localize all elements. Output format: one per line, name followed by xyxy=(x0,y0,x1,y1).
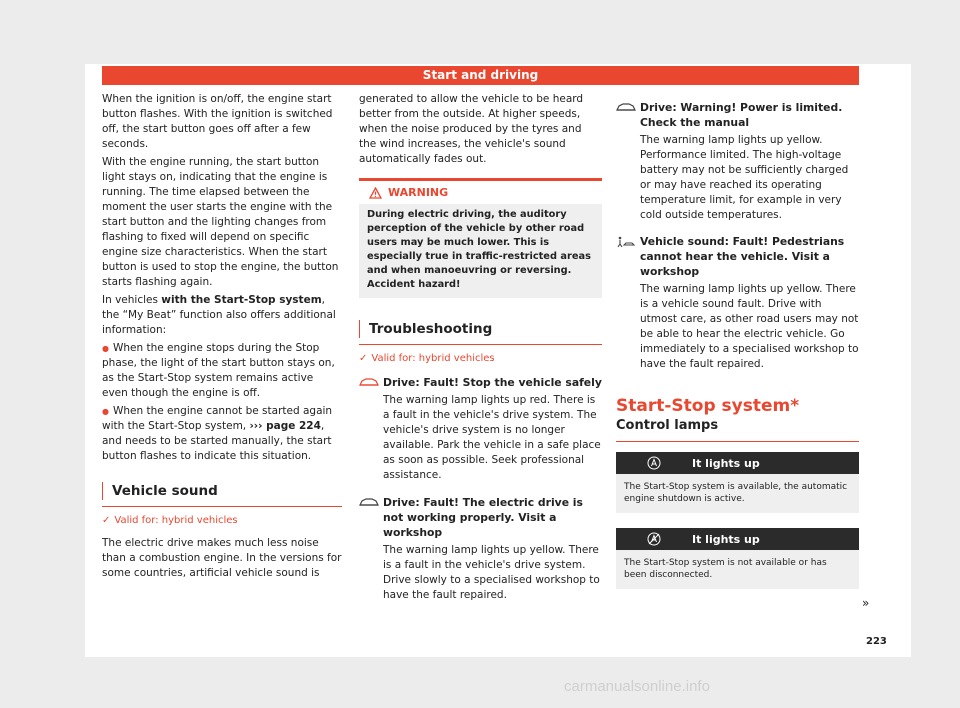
lamp-status: It lights up xyxy=(692,532,760,546)
section-title: Vehicle sound xyxy=(112,482,218,499)
validity-text: Valid for: hybrid vehicles xyxy=(114,515,238,526)
text: When the engine cannot be started again with the Start-Stop system, xyxy=(102,405,333,432)
lamp-table-header xyxy=(616,452,859,474)
car-warning-icon-yellow xyxy=(359,495,383,606)
lamp-description: The Start-Stop system is available, the automatic engine shutdown is active. xyxy=(616,474,859,513)
section-main-title: Start-Stop system* xyxy=(616,396,800,416)
bullet-item: ● When the engine stops during the Stop phase, the light of the start button stays on, as the Start-Stop system remains active even though the engine is off. xyxy=(102,341,342,401)
bold-text: with the Start-Stop system xyxy=(161,294,322,306)
start-stop-disabled-icon xyxy=(616,532,692,546)
paragraph: generated to allow the vehicle to be heard better from the outside. At higher speeds, when the noise produced by the tyres and the wind increases, the vehicle's sound automatically fades out. xyxy=(359,93,584,165)
validity-note xyxy=(359,351,602,366)
fault-text: The warning lamp lights up red. There is a fault in the vehicle's drive system. The vehicle's drive system is no longer available. Park the vehicle in a safe place as soon as possible. Seek professional assistance. xyxy=(383,394,601,481)
pedestrian-sound-icon xyxy=(616,234,640,375)
lamp-status: It lights up xyxy=(692,456,760,470)
paragraph: With the engine running, the start button light stays on, indicating that the engine is running. The time elapsed between the moment the user starts the engine with the start button and the lighting changes from flashing to fixed will depend on specific engine size characteristics. When the start button is used to stop the engine, the button starts flashing again. xyxy=(102,156,339,288)
car-power-limited-icon xyxy=(616,100,640,226)
paragraph: When the ignition is on/off, the engine start button flashes. With the ignition is switched off, the start button goes off after a few seconds. xyxy=(102,93,333,150)
fault-title: Drive: Warning! Power is limited. Check the manual xyxy=(640,101,843,129)
warning-box xyxy=(359,178,602,298)
text: In vehicles xyxy=(102,294,162,306)
fault-entry xyxy=(616,100,859,226)
section-heading xyxy=(359,320,602,345)
check-icon: ✓ xyxy=(102,515,111,526)
fault-text: The warning lamp lights up yellow. Performance limited. The high-voltage battery may not be sufficiently charged or may have reached its operating temperature limit, for example in very cold outside temperatures. xyxy=(640,134,849,221)
fault-title: Drive: Fault! The electric drive is not working properly. Visit a workshop xyxy=(383,496,583,539)
fault-title: Vehicle sound: Fault! Pedestrians cannot hear the vehicle. Visit a workshop xyxy=(640,235,845,278)
section-subtitle: Control lamps xyxy=(616,418,859,442)
text: , and needs to be started manually, the start button flashes to indicate this situation. xyxy=(102,420,332,462)
bullet-item xyxy=(102,404,342,464)
car-warning-icon-red xyxy=(359,375,383,486)
lamp-table-header xyxy=(616,528,859,550)
section-bar xyxy=(102,482,103,500)
page-reference-link[interactable]: ››› page 224 xyxy=(249,420,321,432)
continue-arrow: » xyxy=(862,596,870,610)
validity-note xyxy=(102,513,342,528)
warning-header xyxy=(359,181,602,204)
fault-title: Drive: Fault! Stop the vehicle safely xyxy=(383,376,602,389)
text: , the “My Beat” function also offers additional information: xyxy=(102,294,336,336)
page-number: 223 xyxy=(866,636,887,647)
section-title: Troubleshooting xyxy=(369,320,493,337)
fault-entry xyxy=(359,495,602,606)
fault-entry xyxy=(616,234,859,375)
lamp-description: The Start-Stop system is not available or has been disconnected. xyxy=(616,550,859,589)
warning-text: During electric driving, the auditory perception of the vehicle by other road users may be much lower. This is especially true in traffic-restricted areas and when manoeuvring or reversing. Accident hazard! xyxy=(367,209,591,290)
watermark: carmanualsonline.info xyxy=(564,678,710,695)
column-right xyxy=(616,100,859,589)
check-icon: ✓ xyxy=(359,353,368,364)
fault-entry xyxy=(359,375,602,486)
section-bar xyxy=(359,320,360,338)
start-stop-active-icon xyxy=(616,456,692,470)
column-middle xyxy=(359,92,602,606)
fault-text: The warning lamp lights up yellow. There is a vehicle sound fault. Drive with utmost care, as other road users may not be able to hear the electric vehicle. Go immediately to a specialised workshop to have the fault repaired. xyxy=(640,283,859,370)
chapter-header: Start and driving xyxy=(102,66,859,85)
section-heading xyxy=(102,482,342,507)
column-left xyxy=(102,92,342,584)
warning-triangle-icon xyxy=(369,187,382,199)
warning-title: WARNING xyxy=(388,186,449,199)
paragraph xyxy=(102,293,342,338)
fault-text: The warning lamp lights up yellow. There is a fault in the vehicle's drive system. Drive slowly to a specialised workshop to have the fault repaired. xyxy=(383,544,600,601)
paragraph: The electric drive makes much less noise than a combustion engine. In the versions for some countries, artificial vehicle sound is xyxy=(102,537,342,579)
validity-text: Valid for: hybrid vehicles xyxy=(371,353,495,364)
